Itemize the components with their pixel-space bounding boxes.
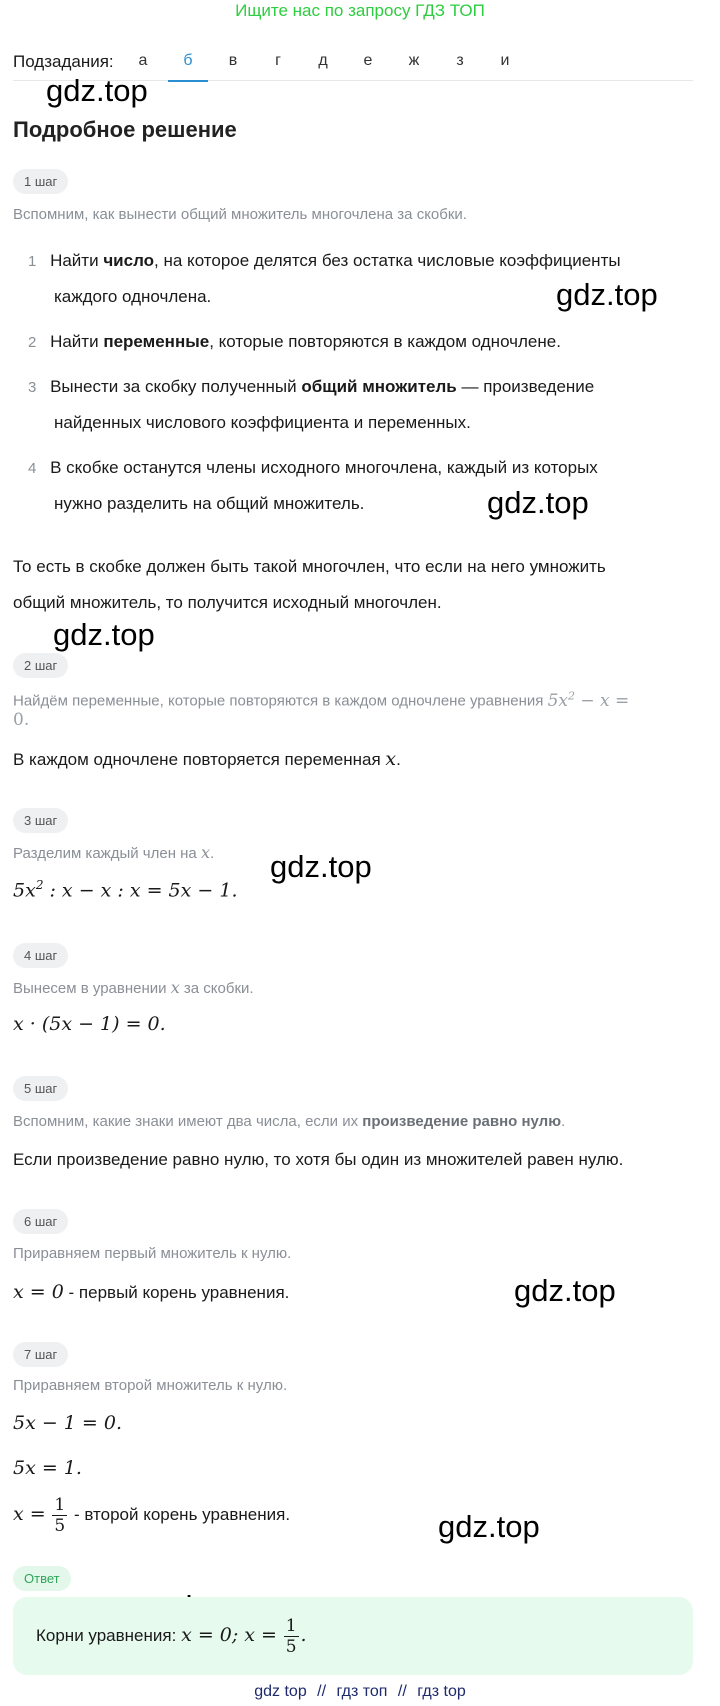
list-item-cont: нужно разделить на общий множитель. [54,494,365,513]
footer-separator: // [317,1683,327,1700]
watermark: gdz.top [53,617,155,652]
step-4-intro: Вынесем в уравнении x за скобки. [13,978,254,997]
subtask-tab-e[interactable]: е [363,52,373,69]
footer-separator: // [397,1683,407,1700]
page-title: Подробное решение [13,117,237,142]
step-5-text: Если произведение равно нулю, то хотя бы один из множителей равен нулю. [13,1150,624,1169]
step-1-conclusion: общий множитель, то получится исходный многочлен. [13,593,442,612]
step-badge-5: 5 шаг [13,1076,68,1101]
answer-box [13,1597,693,1675]
list-item-cont: каждого одночлена. [54,287,212,306]
list-item-cont: найденных числового коэффициента и переменных. [54,413,471,432]
step-2-text: В каждом одночлене повторяется переменная x. [13,748,401,770]
step-1-intro: Вспомним, как вынести общий множитель многочлена за скобки. [13,206,467,223]
step-badge-7: 7 шаг [13,1342,68,1367]
list-item: 2 Найти переменные, которые повторяются в каждом одночлене. [28,332,561,351]
step-6-intro: Приравняем первый множитель к нулю. [13,1245,292,1262]
footer-link[interactable]: gdz top [254,1683,307,1700]
step-1-conclusion: То есть в скобке должен быть такой многочлен, что если на него умножить [13,557,606,576]
step-badge-6: 6 шаг [13,1209,68,1234]
promo-banner[interactable]: Ищите нас по запросу ГДЗ ТОП [235,1,485,20]
watermark: gdz.top [46,73,148,108]
footer-links [0,1683,720,1701]
step-7-intro: Приравняем второй множитель к нулю. [13,1377,288,1394]
step-3-intro: Разделим каждый член на x. [13,843,215,862]
list-item: 4 В скобке останутся члены исходного многочлена, каждый из которых [28,458,598,477]
step-badge-4: 4 шаг [13,943,68,968]
subtask-tab-a[interactable]: а [138,52,148,69]
footer-link[interactable]: гдз top [417,1683,466,1700]
watermark: gdz.top [438,1509,540,1544]
step-7-equation-1: 5x − 1 = 0. [13,1412,123,1434]
subtask-tab-g[interactable]: г [275,52,281,69]
subtask-tab-b[interactable]: б [168,52,208,70]
step-badge-3: 3 шаг [13,808,68,833]
footer-link[interactable]: гдз топ [336,1683,388,1700]
watermark: gdz.top [514,1273,616,1308]
subtask-tab-d[interactable]: д [318,52,328,69]
step-7-result: x = $\frac{1}{5}$ - второй корень уравнения. [13,1495,291,1536]
fraction: $\frac{1}{5}$ [54,1495,66,1536]
subtask-tab-i[interactable]: и [500,52,510,69]
fraction: $\frac{1}{5}$ [285,1616,297,1657]
step-6-result: x = 0 - первый корень уравнения. [13,1281,290,1303]
watermark: gdz.top [487,485,589,520]
step-badge-1: 1 шаг [13,169,68,194]
answer-badge: Ответ [13,1566,71,1591]
watermark: gdz.top [556,277,658,312]
step-2-intro: Найдём переменные, которые повторяются в каждом одночлене уравнения $5x^2 - x$ = [13,689,630,711]
list-item: 1 Найти число, на которое делятся без остатка числовые коэффициенты [28,251,621,270]
subtask-tab-v[interactable]: в [228,52,238,69]
step-3-equation: $5x^2$ : x − x : x = 5x − 1. [13,878,238,902]
step-5-intro: Вспомним, какие знаки имеют два числа, если их произведение равно нулю. [13,1113,566,1130]
watermark: gdz.top [270,849,372,884]
list-item: 3 Вынести за скобку полученный общий множитель — произведение [28,377,595,396]
subtask-tab-z[interactable]: з [456,52,464,69]
step-7-equation-2: 5x = 1. [13,1457,82,1479]
step-4-equation: x · (5x − 1) = 0. [13,1013,166,1035]
step-badge-2: 2 шаг [13,653,68,678]
subtask-nav-label: Подзадания: [13,52,114,71]
answer-content: Корни уравнения: x = 0; x = $\frac{1}{5}$ . [36,1616,307,1657]
subtask-tab-zh[interactable]: ж [408,52,420,69]
step-2-eq-cont: 0. [13,710,30,730]
